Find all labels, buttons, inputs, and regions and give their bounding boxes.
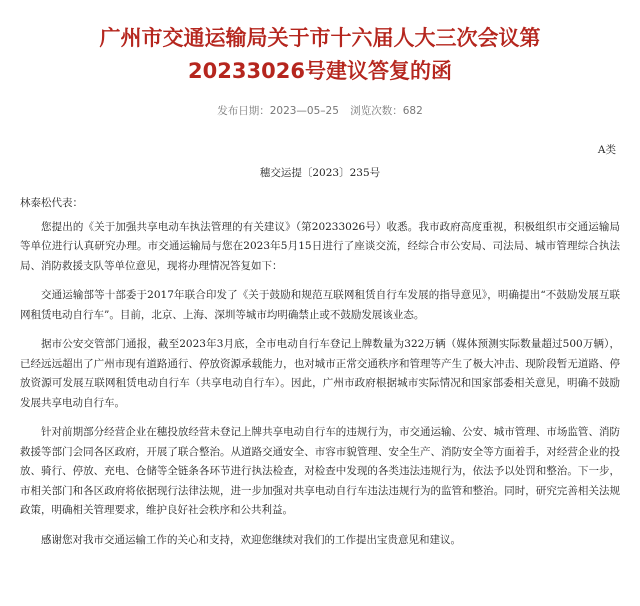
paragraph: 感谢您对我市交通运输工作的关心和支持，欢迎您继续对我们的工作提出宝贵意见和建议。: [41, 533, 461, 546]
document-number: 穗交运提〔2023〕235号: [259, 167, 381, 179]
salutation: 林泰松代表：: [20, 197, 83, 209]
paragraph: 交通运输部等十部委于2017年联合印发了《关于鼓励和规范互联网租赁自行车发展的指导意见》，明确提出“不鼓励发展互联网租赁电动自行车”。目前，北京、上海、深圳等城市均明确禁止或不鼓励发展该业态。: [20, 289, 620, 321]
title-line-1: 广州市交通运输局关于市十六届人大三次会议第: [99, 26, 541, 50]
title-line-2: 20233026号建议答复的函: [188, 59, 452, 83]
letter-body: [20, 194, 620, 550]
paragraph: 针对前期部分经营企业在穗投放经营未登记上牌共享电动自行车的违规行为，市交通运输、公安、城市管理、市场监管、消防救援等部门会同各区政府，开展了联合整治。从道路交通安全、市容市貌管理、安全生产、消防安全等方面着手，对经营企业的投放、骑行、停放、充电、仓储等全链条各环节进行执法检查，对检查中发现的各类违法违规行为，依法予以处罚和整治。下一步，市相关部门和各区政府将依据现行法律法规，进一步加强对共享电动自行车违法违规行为的监管和整治。同时，研究完善相关法规政策，明确相关管理要求，维护良好社会秩序和公共利益。: [20, 426, 620, 516]
publish-date: 发布日期：2023—05–25: [217, 105, 339, 117]
page-title: [20, 0, 620, 88]
classification-mark: A类: [597, 144, 616, 156]
paragraph: 据市公安交管部门通报，截至2023年3月底，全市电动自行车登记上牌数量为322万辆（媒体预测实际数量超过500万辆），已经远远超出了广州市现有道路通行、停放资源承载能力，也对城市正常交通秩序和管理等产生了极大冲击、现阶段暂无道路、停放资源可发展互联网租赁电动自行车（共享电动自行车）。因此，广州市政府根据城市实际情况和国家部委相关意见，明确不鼓励发展共享电动自行车。: [20, 338, 620, 409]
article-meta: [20, 103, 620, 118]
paragraph: 您提出的《关于加强共享电动车执法管理的有关建议》（第20233026号）收悉。我市政府高度重视，积极组织市交通运输局等单位进行认真研究办理。市交通运输局与您在2023年5月15日进行了座谈交流，经综合市公安局、司法局、城市管理综合执法局、消防救援支队等单位意见，现将办理情况答复如下：: [20, 220, 620, 272]
view-count: 浏览次数：682: [350, 105, 423, 117]
